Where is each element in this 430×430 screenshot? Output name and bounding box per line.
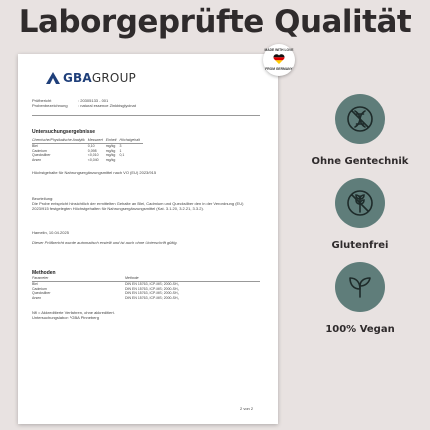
results-table <box>32 138 143 163</box>
cell: 3 <box>119 143 122 148</box>
electronic-note: Dieser Prüfbericht wurde automatisch erstellt und ist auch ohne Unterschrift gültig. <box>32 240 178 245</box>
feature-icon-circle <box>335 94 385 144</box>
cell: Quecksilber <box>32 153 51 158</box>
assessment-title: Beurteilung: <box>32 196 54 201</box>
gba-group-logo <box>46 71 136 85</box>
cell: 0,098 <box>87 148 97 153</box>
cell: <0,040 <box>87 158 99 163</box>
gluten-free-icon <box>345 188 375 218</box>
cell: mg/kg <box>105 158 116 163</box>
cell: 1 <box>119 148 122 153</box>
methods-footnote: Nfl = Akkreditierte Verfahren, ohne akkreditiert. <box>32 310 115 315</box>
table-row <box>32 158 143 163</box>
page-headline: Laborgeprüfte Qualität <box>18 4 412 40</box>
cell: 0,1 <box>119 153 125 158</box>
cell: DIN EN 15763, ICP-MS; 2000-SH₁ <box>125 291 179 296</box>
results-header: Höchstgehalt <box>119 138 140 142</box>
meta-value: : 20305133 - 001 <box>78 98 109 103</box>
gba-logo-mark-icon <box>46 72 60 84</box>
badge-line-2: FROM GERMANY <box>265 67 293 71</box>
cell: Arsen <box>32 296 42 301</box>
cell: DIN EN 15763, ICP-MS; 2000-SH₁ <box>125 286 179 291</box>
feature-label: Ohne Gentechnik <box>311 156 409 167</box>
report-meta <box>32 98 136 108</box>
cell: mg/kg <box>105 143 116 148</box>
results-footnote: Höchstgehalte für Nahrungsergänzungsmittel nach VO (EU) 2023/915 <box>32 170 157 175</box>
feature-label: 100% Vegan <box>325 324 395 335</box>
made-in-germany-badge <box>263 44 295 76</box>
page-number: 2 von 2 <box>240 406 254 411</box>
divider <box>32 115 260 116</box>
methods-title: Methoden <box>32 270 56 276</box>
cell: 0,10 <box>87 143 95 148</box>
cell <box>119 158 142 163</box>
meta-label: Prüfbericht <box>32 98 52 103</box>
heart-flag-icon <box>273 53 285 65</box>
feature-gluten-free <box>300 178 420 251</box>
feature-no-gmo <box>300 94 420 167</box>
cell: mg/kg <box>105 153 116 158</box>
methods-header: Parameter <box>32 276 49 280</box>
meta-label: Probenbezeichnung <box>32 103 68 108</box>
cell: <0,010 <box>87 153 99 158</box>
place-date: Hamelin, 10.04.2025 <box>32 230 69 235</box>
table-row <box>32 296 260 301</box>
logo-prefix: GBA <box>63 71 92 85</box>
cell: mg/kg <box>105 148 116 153</box>
cell: Blei <box>32 281 38 286</box>
methods-footnote: Untersuchungslabor: ¹GBA Pinneberg <box>32 315 99 320</box>
cell: DIN EN 15763, ICP-MS; 2000-SH₁ <box>125 281 179 286</box>
lab-report-document <box>18 54 278 424</box>
results-title: Untersuchungsergebnisse <box>32 129 96 135</box>
results-header: Chemische/Physikalische Analytik <box>32 138 85 142</box>
badge-line-1: MADE WITH LOVE <box>264 48 294 52</box>
feature-vegan <box>300 262 420 335</box>
feature-icon-circle <box>335 262 385 312</box>
vegan-leaf-icon <box>345 272 375 302</box>
cell: Blei <box>32 143 38 148</box>
meta-value: : natural essence Zinkbisglycinat <box>78 103 136 108</box>
dna-free-icon <box>345 104 375 134</box>
results-header: Messwert <box>87 138 103 142</box>
cell: Cadmium <box>32 286 47 291</box>
feature-label: Glutenfrei <box>331 240 389 251</box>
results-header: Einheit <box>105 138 117 142</box>
cell: DIN EN 15763, ICP-MS; 2000-SH₁ <box>125 296 179 301</box>
feature-icon-circle <box>335 178 385 228</box>
cell: Quecksilber <box>32 291 51 296</box>
methods-table <box>32 276 260 301</box>
assessment-text: Die Probe entspricht hinsichtlich der ermittelten Gehalte an Blei, Cadmium und Quecksilber den in der Verordnung (EU) 2023/915 festgelegten Höchstgehalten für Nahrungsergänzungsmittel (Kat. 3.1.20, 3.2.21, 3.3.2). <box>32 201 244 211</box>
cell: Cadmium <box>32 148 47 153</box>
cell: Arsen <box>32 158 42 163</box>
methods-header: Methode <box>125 276 139 280</box>
logo-suffix: GROUP <box>91 71 136 85</box>
